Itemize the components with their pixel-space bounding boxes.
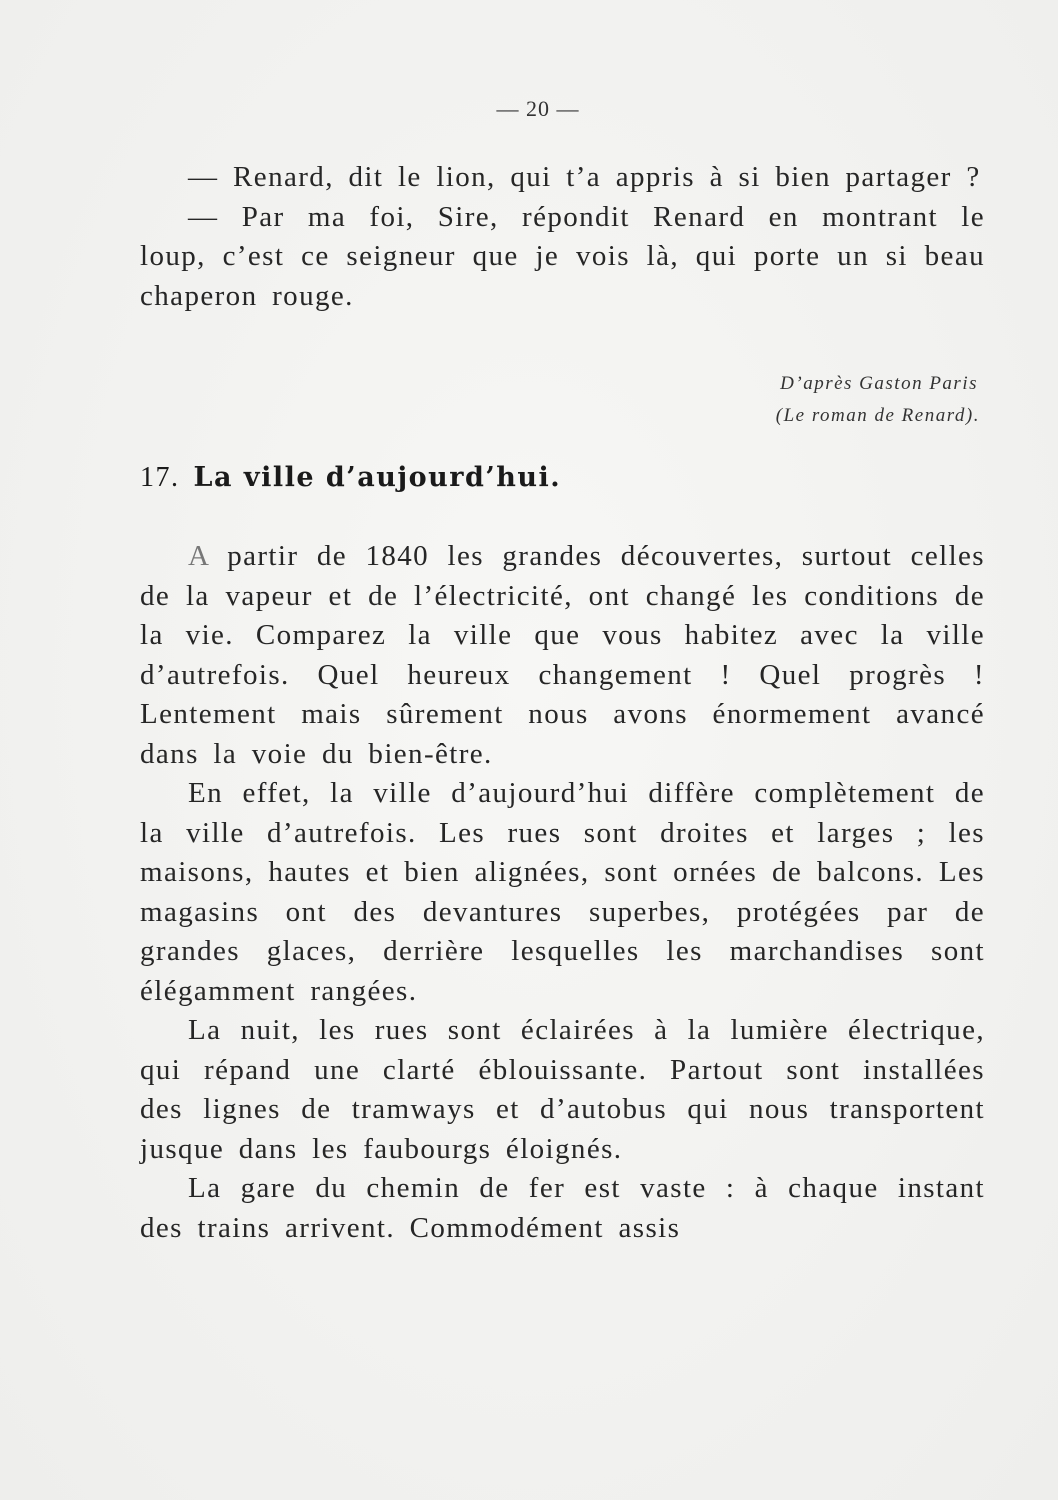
citation-source: (Le roman de Renard). xyxy=(775,405,980,426)
body-paragraph-3: La nuit, les rues sont éclairées à la lumière électrique, qui répand une clarté éblouissante. Partout sont installées des lignes de tramways et d’autobus qui nous transportent jusque dans les faubourgs éloignés. xyxy=(140,1014,985,1165)
dialogue-paragraph-2: — Par ma foi, Sire, répondit Renard en montrant le loup, c’est ce seigneur que je vois là, qui porte un si beau chaperon rouge. xyxy=(140,200,985,312)
body-paragraph-1 xyxy=(140,537,985,774)
body-paragraph-1-text: partir de 1840 les grandes découvertes, surtout celles de la vapeur et de l’électricité, ont changé les conditions de la vie. Comparez la ville que vous habitez avec la ville d’autrefois. Quel heureux changement ! Quel progrès ! Lentement mais sûrement nous avons énormement avancé dans la voie du bien-être. xyxy=(140,540,985,770)
dialogue-paragraph-1: — Renard, dit le lion, qui t’a appris à si bien partager ? xyxy=(188,161,981,193)
paragraph-lead-letter: A xyxy=(188,540,209,572)
section-heading xyxy=(140,462,561,494)
body-paragraph-4: La gare du chemin de fer est vaste : à chaque instant des trains arrivent. Commodément assis xyxy=(140,1172,985,1244)
dialogue-block xyxy=(140,158,985,316)
body-text xyxy=(140,537,985,1248)
section-number: 17. xyxy=(140,462,180,493)
body-paragraph-2: En effet, la ville d’aujourd’hui diffère complètement de la ville d’autrefois. Les rues sont droites et larges ; les maisons, hautes et bien alignées, sont ornées de balcons. Les magasins ont des devantures superbes, protégées par de grandes glaces, derrière lesquelles les marchandises sont élégamment rangées. xyxy=(140,777,985,1007)
citation-author: D’après Gaston Paris xyxy=(780,373,978,394)
section-title: La ville d’aujourd’hui. xyxy=(193,462,562,493)
page-number: — 20 — xyxy=(496,96,580,121)
